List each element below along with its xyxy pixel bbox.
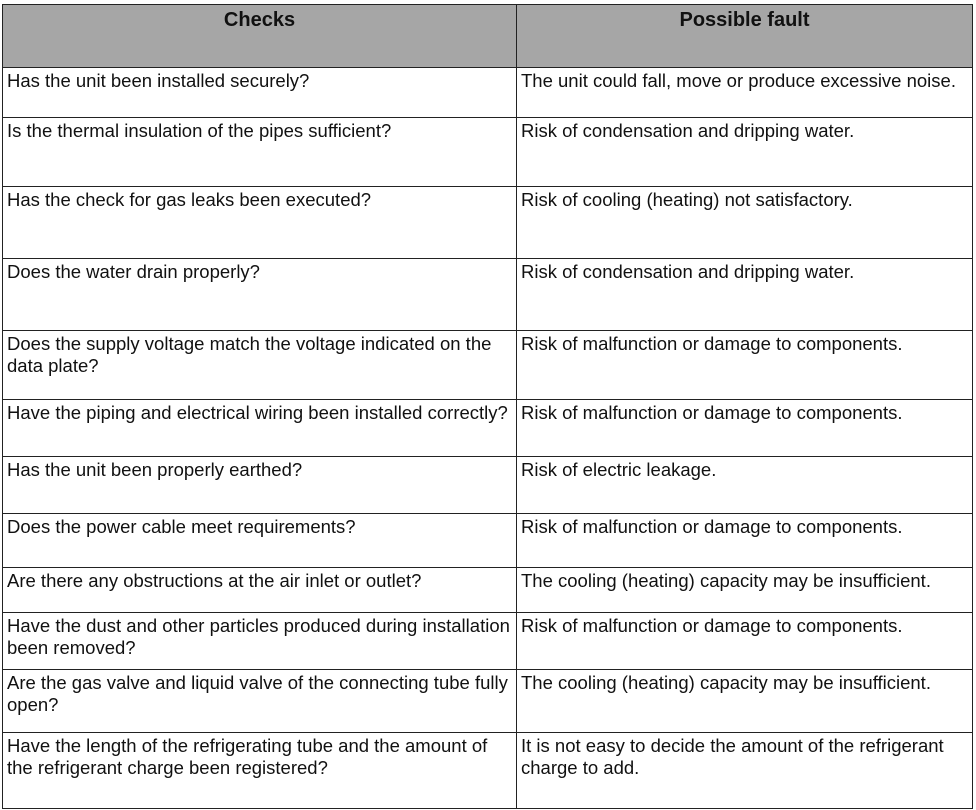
table-row xyxy=(3,568,973,613)
table-row xyxy=(3,457,973,514)
table-row xyxy=(3,331,973,400)
fault-cell: Risk of malfunction or damage to components. xyxy=(517,514,973,568)
table-row xyxy=(3,400,973,457)
check-cell: Have the piping and electrical wiring been installed correctly? xyxy=(3,400,517,457)
fault-cell: Risk of malfunction or damage to components. xyxy=(517,613,973,670)
installation-checks-table xyxy=(2,4,973,809)
fault-cell: The cooling (heating) capacity may be insufficient. xyxy=(517,670,973,733)
table-row xyxy=(3,118,973,187)
table-row xyxy=(3,259,973,331)
fault-cell: It is not easy to decide the amount of the refrigerant charge to add. xyxy=(517,733,973,809)
check-cell: Have the dust and other particles produced during installation been removed? xyxy=(3,613,517,670)
check-cell: Have the length of the refrigerating tube and the amount of the refrigerant charge been registered? xyxy=(3,733,517,809)
fault-cell: Risk of malfunction or damage to components. xyxy=(517,331,973,400)
table-row xyxy=(3,187,973,259)
check-cell: Are the gas valve and liquid valve of the connecting tube fully open? xyxy=(3,670,517,733)
check-cell: Is the thermal insulation of the pipes sufficient? xyxy=(3,118,517,187)
fault-cell: Risk of condensation and dripping water. xyxy=(517,259,973,331)
check-cell: Are there any obstructions at the air inlet or outlet? xyxy=(3,568,517,613)
possible-fault-column-header: Possible fault xyxy=(517,5,973,68)
table-row xyxy=(3,733,973,809)
fault-cell: Risk of malfunction or damage to components. xyxy=(517,400,973,457)
table-header-row xyxy=(3,5,973,68)
table-row xyxy=(3,613,973,670)
table-row xyxy=(3,68,973,118)
fault-cell: Risk of condensation and dripping water. xyxy=(517,118,973,187)
table-row xyxy=(3,514,973,568)
fault-cell: Risk of cooling (heating) not satisfactory. xyxy=(517,187,973,259)
check-cell: Does the power cable meet requirements? xyxy=(3,514,517,568)
check-cell: Has the unit been installed securely? xyxy=(3,68,517,118)
checks-column-header: Checks xyxy=(3,5,517,68)
check-cell: Does the supply voltage match the voltage indicated on the data plate? xyxy=(3,331,517,400)
table-row xyxy=(3,670,973,733)
check-cell: Does the water drain properly? xyxy=(3,259,517,331)
check-cell: Has the unit been properly earthed? xyxy=(3,457,517,514)
fault-cell: The cooling (heating) capacity may be insufficient. xyxy=(517,568,973,613)
check-cell: Has the check for gas leaks been executed? xyxy=(3,187,517,259)
fault-cell: Risk of electric leakage. xyxy=(517,457,973,514)
fault-cell: The unit could fall, move or produce excessive noise. xyxy=(517,68,973,118)
